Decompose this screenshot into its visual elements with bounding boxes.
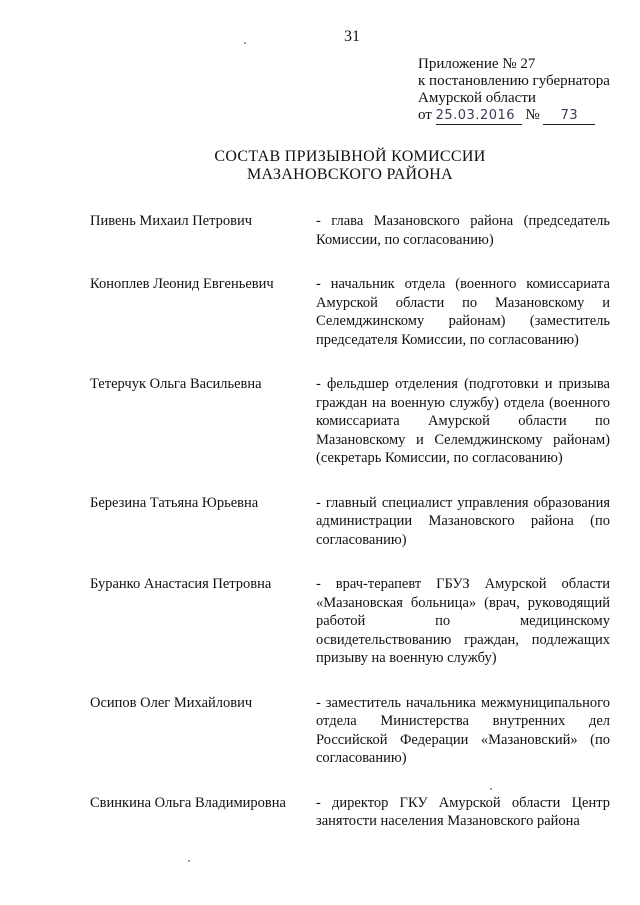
page-number: 31 — [344, 28, 360, 45]
appendix-line-3: Амурской области — [418, 90, 536, 106]
member-row — [90, 275, 610, 349]
member-name: Коноплев Леонид Евгеньевич — [90, 276, 274, 292]
member-role: - начальник отдела (военного комиссариата Амурской области по Мазановскому и Селемджинскому районам) (заместитель председателя Комиссии, по согласованию) — [316, 276, 610, 348]
date-prefix: от — [418, 107, 432, 123]
member-row — [90, 575, 610, 668]
member-role: - врач-терапевт ГБУЗ Амурской области «Мазановская больница» (врач, руководящий работой по медицинскому освидетельствованию граждан, подлежащих призыву на военную службу) — [316, 576, 610, 666]
member-role: - главный специалист управления образования администрации Мазановского района (по согласованию) — [316, 494, 610, 548]
scan-speck — [244, 42, 246, 44]
document-title — [0, 148, 640, 184]
member-name: Буранко Анастасия Петровна — [90, 576, 272, 592]
member-row — [90, 694, 610, 768]
scan-speck — [490, 788, 492, 790]
member-role: - директор ГКУ Амурской области Центр занятости населения Мазановского района — [316, 794, 610, 829]
member-name: Пивень Михаил Петрович — [90, 213, 253, 229]
member-role: - глава Мазановского района (председатель Комиссии, по согласованию) — [316, 213, 610, 248]
member-name: Тетерчук Ольга Васильевна — [90, 376, 262, 392]
member-role: - фельдшер отделения (подготовки и призыва граждан на военную службу) отдела (военного комиссариата Амурской области по Мазановскому и Селемджинскому районам) (секретарь Комиссии, по согласованию) — [316, 376, 610, 466]
appendix-line-1: Приложение № 27 — [418, 56, 536, 72]
member-row — [90, 494, 610, 550]
member-name: Осипов Олег Михайлович — [90, 694, 253, 711]
appendix-date-line — [418, 107, 628, 125]
member-role: - заместитель начальника межмуниципального отдела Министерства внутренних дел Российской Федерации «Мазановский» (по согласованию) — [316, 694, 610, 766]
appendix-line-2: к постановлению губернатора — [418, 73, 610, 89]
member-name: Березина Татьяна Юрьевна — [90, 494, 259, 511]
appendix-block — [418, 56, 628, 125]
member-row — [90, 794, 610, 831]
number-field — [543, 107, 595, 125]
date-field — [436, 107, 522, 125]
number-label: № — [525, 107, 540, 123]
member-name: Свинкина Ольга Владимировна — [90, 794, 286, 811]
title-line-1: СОСТАВ ПРИЗЫВНОЙ КОМИССИИ — [214, 148, 486, 165]
member-row — [90, 375, 610, 468]
member-row — [90, 212, 610, 249]
number-value: 73 — [560, 108, 579, 123]
title-line-2: МАЗАНОВСКОГО РАЙОНА — [247, 166, 453, 183]
members-list — [90, 212, 610, 831]
scan-speck — [188, 860, 190, 862]
date-value: 25.03.2016 — [435, 108, 516, 123]
